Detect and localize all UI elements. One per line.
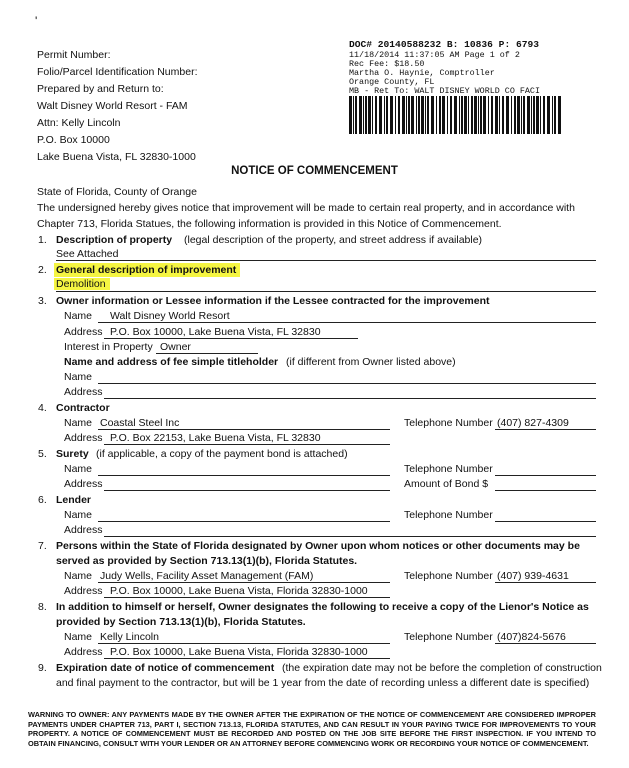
section-note: (legal description of the property, and street address if available) (184, 234, 483, 246)
barcode-bar (461, 96, 463, 134)
fee-address-label: Address (64, 386, 103, 398)
stamp-county: Orange County, FL (349, 77, 435, 87)
section-title: Contractor (56, 402, 110, 414)
intro-state-county: State of Florida, County of Orange (37, 186, 197, 198)
barcode-bar (527, 96, 530, 134)
lender-address-label: Address (64, 524, 103, 536)
contractor-address-label: Address (64, 432, 103, 444)
barcode-bar (502, 96, 504, 134)
permit-number-label: Permit Number: (37, 49, 111, 61)
section-title: Lender (56, 494, 92, 506)
return-attn: Attn: Kelly Lincoln (37, 117, 121, 129)
section-title-line-1: In addition to himself or herself, Owner designates the following to receive a copy of the Lienor's Notice as (56, 601, 589, 613)
barcode-bar (411, 96, 414, 134)
field-underline (156, 353, 258, 354)
designee-name-label: Name (64, 570, 93, 582)
barcode-bar (480, 96, 482, 134)
section-title-line-1: Persons within the State of Florida designated by Owner upon whom notices or other documents may be (56, 540, 580, 552)
designee-phone-value: (407) 939-4631 (497, 570, 569, 582)
field-underline (98, 643, 390, 644)
barcode-bar (368, 96, 371, 134)
prepared-by-label: Prepared by and Return to: (37, 83, 164, 95)
section-number: 6. (38, 494, 47, 506)
section-number: 1. (38, 234, 47, 246)
bond-amount-label: Amount of Bond $ (404, 478, 489, 490)
intro-line-1: The undersigned hereby gives notice that improvement will be made to certain real property, and in accordance with (37, 202, 575, 214)
barcode-bar (359, 96, 362, 134)
barcode-bar (408, 96, 410, 134)
field-underline (495, 429, 596, 430)
document-title: NOTICE OF COMMENCEMENT (231, 165, 398, 177)
barcode-bar (499, 96, 500, 134)
barcode-bar (442, 96, 445, 134)
barcode-bar (511, 96, 512, 134)
barcode-bar (471, 96, 473, 134)
barcode-bar (543, 96, 545, 134)
owner-name-label: Name (64, 310, 93, 322)
field-underline (104, 338, 358, 339)
field-underline (104, 444, 390, 445)
field-underline (56, 260, 596, 261)
barcode-bar (379, 96, 382, 134)
lender-name-label: Name (64, 509, 93, 521)
barcode-bar (402, 96, 405, 134)
field-underline (495, 643, 596, 644)
barcode-bar (547, 96, 550, 134)
field-underline (104, 398, 596, 399)
stamp-comptroller: Martha O. Haynie, Comptroller (349, 68, 495, 78)
contractor-address-value: P.O. Box 22153, Lake Buena Vista, FL 32830 (110, 432, 321, 444)
owner-address-value: P.O. Box 10000, Lake Buena Vista, FL 32830 (110, 326, 321, 338)
barcode-bar (375, 96, 377, 134)
designee-name-value: Judy Wells, Facility Asset Management (FAM) (100, 570, 314, 582)
return-pobox: P.O. Box 10000 (37, 134, 110, 146)
section-number: 5. (38, 448, 47, 460)
owner-name-value: Walt Disney World Resort (110, 310, 230, 322)
barcode-bar (421, 96, 424, 134)
lienor-name-value: Kelly Lincoln (100, 631, 159, 643)
barcode-bar (431, 96, 434, 134)
interest-label: Interest in Property (64, 341, 153, 353)
barcode-bar (427, 96, 429, 134)
barcode-bar (523, 96, 525, 134)
barcode-bar (464, 96, 467, 134)
barcode-bar (540, 96, 541, 134)
barcode-bar (390, 96, 393, 134)
section-title-line-2: served as provided by Section 713.13(1)(b), Florida Statutes. (56, 555, 358, 567)
barcode-bar (386, 96, 388, 134)
field-underline (104, 536, 596, 537)
barcode-bar (552, 96, 553, 134)
owner-warning: WARNING TO OWNER: ANY PAYMENTS MADE BY THE OWNER AFTER THE EXPIRATION OF THE NOTICE OF COMMENCEMENT ARE CONSIDERED IMPROPER PAYMENTS UNDER CHAPTER 713, PART I, SECTION 713.13, FLORIDA STATUTES, AND CAN RESULT IN YOUR PAYING TWICE FOR IMPROVEMENTS TO YOUR PROPERTY. A NOTICE OF COMMENCEMENT MUST BE RECORDED AND POSTED ON THE JOB SITE BEFORE THE FIRST INSPECTION. IF YOU INTEND TO OBTAIN FINANCING, CONSULT WITH YOUR LENDER OR AN ATTORNEY BEFORE COMMENCING WORK OR RECORDING YOUR NOTICE OF COMMENCEMENT. (28, 710, 596, 748)
intro-line-2: Chapter 713, Florida Statues, the following information is provided in this Notice of Commencement. (37, 218, 502, 230)
surety-phone-label: Telephone Number (404, 463, 493, 475)
barcode-bar (353, 96, 354, 134)
barcode-bar (554, 96, 556, 134)
barcode-bar (491, 96, 493, 134)
surety-address-label: Address (64, 478, 103, 490)
stamp-fee: Rec Fee: $18.50 (349, 59, 425, 69)
barcode-bar (514, 96, 516, 134)
field-underline (495, 475, 596, 476)
barcode-bar (468, 96, 469, 134)
section-title: Description of property (56, 234, 173, 246)
barcode-bar (416, 96, 417, 134)
field-underline (98, 475, 390, 476)
barcode-bar (531, 96, 532, 134)
section-number: 3. (38, 295, 47, 307)
lienor-name-label: Name (64, 631, 93, 643)
field-underline (495, 521, 596, 522)
barcode-bar (483, 96, 486, 134)
designee-phone-label: Telephone Number (404, 570, 493, 582)
fee-holder-note: (if different from Owner listed above) (286, 356, 456, 368)
fee-holder-title: Name and address of fee simple titleholder (64, 356, 279, 368)
property-description-value: See Attached (56, 248, 119, 260)
field-underline (495, 490, 596, 491)
stamp-return-to: MB - Ret To: WALT DISNEY WORLD CO FACI (349, 86, 540, 96)
interest-value: Owner (160, 341, 191, 353)
barcode-bar (363, 96, 364, 134)
section-title: Surety (56, 448, 89, 460)
barcode-bar (365, 96, 367, 134)
barcode-bar (474, 96, 477, 134)
barcode-bar (454, 96, 457, 134)
designee-address-label: Address (64, 585, 103, 597)
barcode-bar (355, 96, 357, 134)
barcode-bar (395, 96, 396, 134)
field-underline (98, 582, 390, 583)
section-number: 7. (38, 540, 47, 552)
section-number: 8. (38, 601, 47, 613)
contractor-name-label: Name (64, 417, 93, 429)
folio-label: Folio/Parcel Identification Number: (37, 66, 198, 78)
barcode-bar (558, 96, 561, 134)
barcode-bar (406, 96, 407, 134)
barcode-bar (349, 96, 352, 134)
field-underline (495, 582, 596, 583)
contractor-phone-value: (407) 827-4309 (497, 417, 569, 429)
barcode-bar (495, 96, 498, 134)
section-note: (if applicable, a copy of the payment bond is attached) (96, 448, 348, 460)
barcode-bar (517, 96, 520, 134)
barcode-bar (488, 96, 489, 134)
section-note-line-2: and final payment to the contractor, but will be 1 year from the date of recording unless a different date is specified) (56, 677, 590, 689)
barcode-bar (450, 96, 452, 134)
stray-mark: ' (35, 14, 38, 28)
stamp-doc-number: DOC# 20140588232 B: 10836 P: 6793 (349, 39, 539, 50)
barcode-bar (384, 96, 385, 134)
designee-address-value: P.O. Box 10000, Lake Buena Vista, Florida 32830-1000 (110, 585, 368, 597)
barcode-bar (439, 96, 441, 134)
lender-phone-label: Telephone Number (404, 509, 493, 521)
section-number: 2. (38, 264, 47, 276)
owner-address-label: Address (64, 326, 103, 338)
field-underline (56, 291, 596, 292)
contractor-phone-label: Telephone Number (404, 417, 493, 429)
lienor-address-value: P.O. Box 10000, Lake Buena Vista, Florida 32830-1000 (110, 646, 368, 658)
barcode-bar (533, 96, 535, 134)
barcode-bar (506, 96, 509, 134)
improvement-value: Demolition (54, 278, 110, 290)
barcode-bar (372, 96, 373, 134)
barcode-bar (536, 96, 539, 134)
section-number: 4. (38, 402, 47, 414)
field-underline (98, 383, 596, 384)
field-underline (98, 521, 390, 522)
lienor-phone-value: (407)824-5676 (497, 631, 566, 643)
section-number: 9. (38, 662, 47, 674)
barcode-bar (398, 96, 400, 134)
stamp-date: 11/18/2014 11:37:05 AM Page 1 of 2 (349, 50, 520, 60)
barcode-icon (349, 96, 563, 134)
field-underline (98, 322, 596, 323)
contractor-name-value: Coastal Steel Inc (100, 417, 180, 429)
lienor-phone-label: Telephone Number (404, 631, 493, 643)
field-underline (98, 429, 390, 430)
barcode-bar (521, 96, 522, 134)
surety-name-label: Name (64, 463, 93, 475)
barcode-bar (459, 96, 460, 134)
section-title-line-2: provided by Section 713.13(1)(b), Florida Statutes. (56, 616, 306, 628)
field-underline (104, 658, 390, 659)
lienor-address-label: Address (64, 646, 103, 658)
section-title-highlighted: General description of improvement (54, 263, 240, 277)
field-underline (104, 490, 390, 491)
barcode-bar (425, 96, 426, 134)
barcode-bar (478, 96, 479, 134)
return-city: Lake Buena Vista, FL 32830-1000 (37, 151, 196, 163)
return-org: Walt Disney World Resort - FAM (37, 100, 188, 112)
section-title: Owner information or Lessee information if the Lessee contracted for the improvement (56, 295, 490, 307)
section-note-line-1: (the expiration date may not be before the completion of construction (282, 662, 602, 674)
field-underline (104, 597, 390, 598)
section-title: Expiration date of notice of commencement (56, 662, 275, 674)
fee-name-label: Name (64, 371, 93, 383)
barcode-bar (447, 96, 448, 134)
barcode-bar (418, 96, 420, 134)
barcode-bar (436, 96, 437, 134)
